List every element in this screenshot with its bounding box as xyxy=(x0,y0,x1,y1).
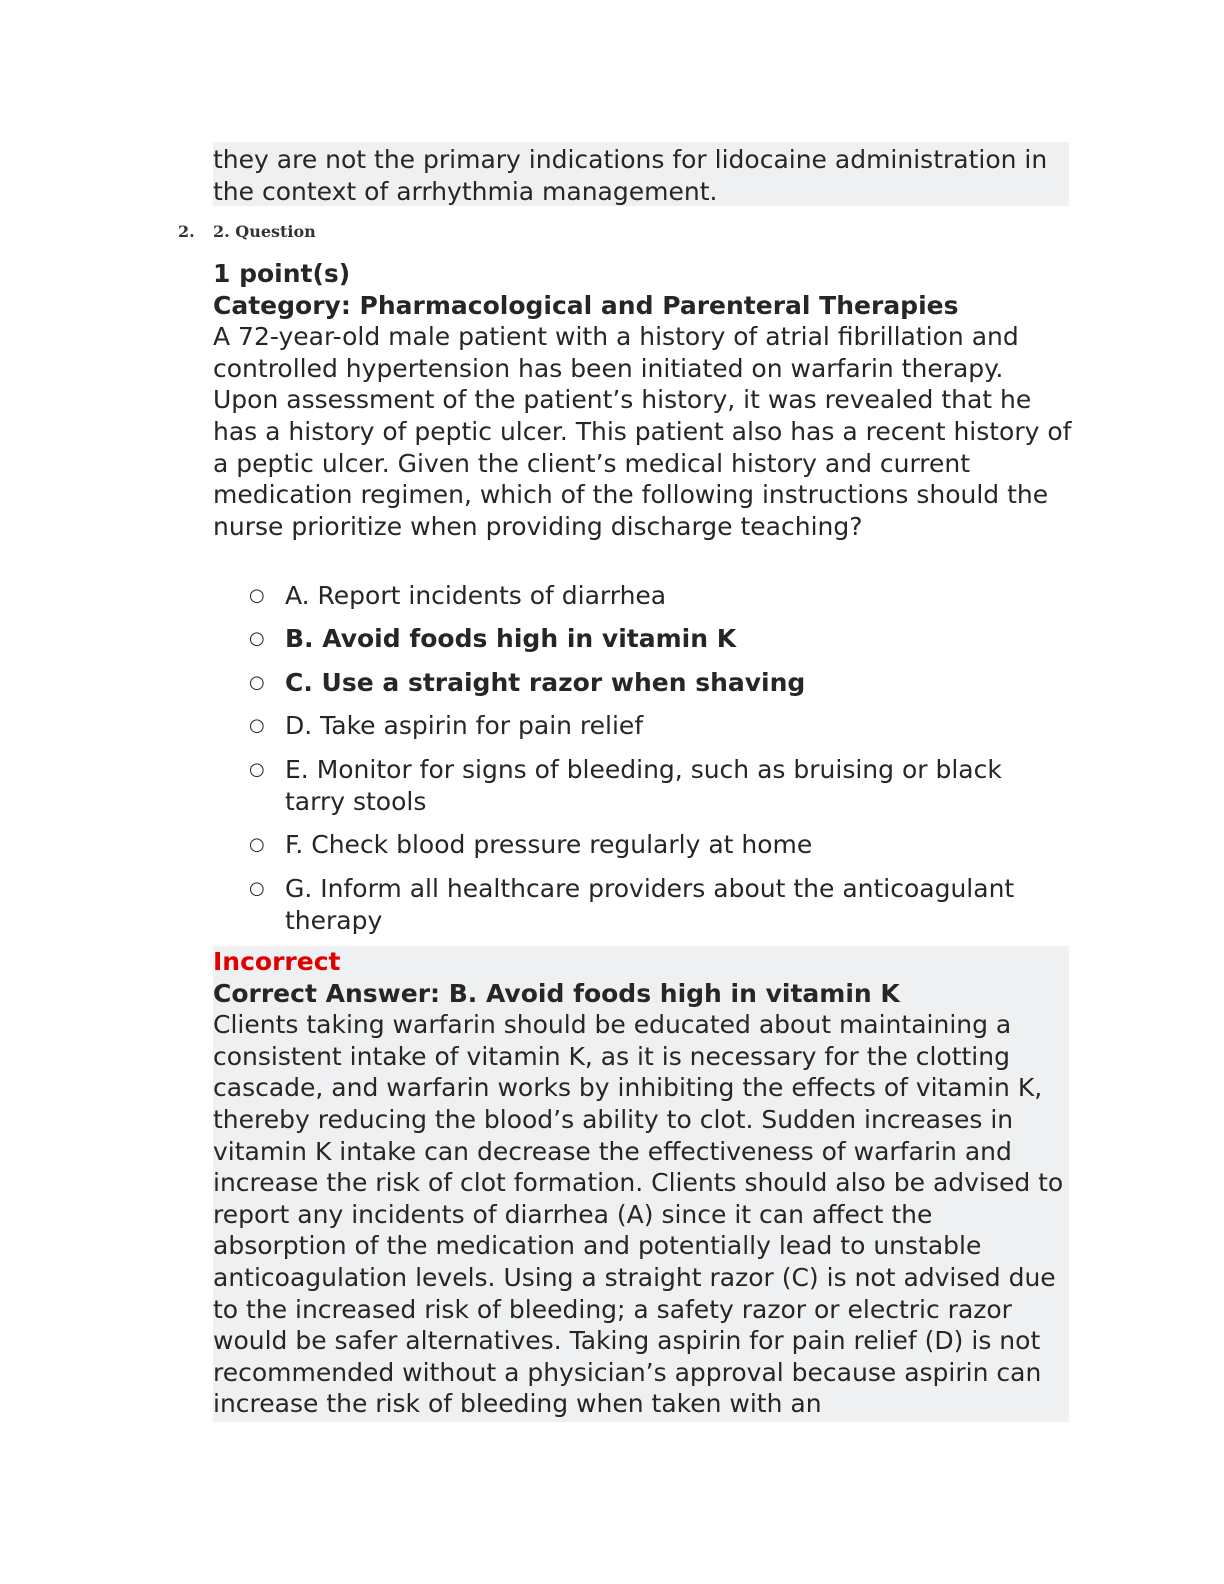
answer-option-text: C. Use a straight razor when shaving xyxy=(285,668,806,697)
previous-explanation-tail xyxy=(213,142,1069,206)
answer-option-text: E. Monitor for signs of bleeding, such as bruising or black tarry stools xyxy=(285,755,1002,816)
answer-option[interactable] xyxy=(249,829,1065,861)
answer-option-text: G. Inform all healthcare providers about the anticoagulant therapy xyxy=(285,874,1015,935)
answer-option[interactable] xyxy=(249,667,1065,699)
question-points: 1 point(s) xyxy=(213,259,351,288)
answer-option-text: B. Avoid foods high in vitamin K xyxy=(285,624,737,653)
question-category: Category: Pharmacological and Parenteral Therapies xyxy=(213,290,959,320)
answer-option[interactable] xyxy=(249,580,1065,612)
answer-option-text: F. Check blood pressure regularly at home xyxy=(285,830,813,859)
correct-answer: Correct Answer: B. Avoid foods high in vitamin K xyxy=(213,978,900,1008)
answer-feedback xyxy=(213,946,1069,1422)
radio-bullet-icon[interactable]: ○ xyxy=(249,878,265,899)
question-label: 2. Question xyxy=(213,222,316,241)
radio-bullet-icon[interactable]: ○ xyxy=(249,585,265,606)
radio-bullet-icon[interactable]: ○ xyxy=(249,672,265,693)
radio-bullet-icon[interactable]: ○ xyxy=(249,628,265,649)
answer-option[interactable] xyxy=(249,623,1065,655)
radio-bullet-icon[interactable]: ○ xyxy=(249,834,265,855)
answer-option[interactable] xyxy=(249,710,1065,742)
result-label: Incorrect xyxy=(213,947,341,976)
question-list-number: 2. xyxy=(178,222,195,241)
previous-explanation-text: they are not the primary indications for lidocaine administration in the context of arrhythmia management. xyxy=(213,145,1048,206)
radio-bullet-icon[interactable]: ○ xyxy=(249,715,265,736)
explanation-text: Clients taking warfarin should be educated about maintaining a consistent intake of vitamin K, as it is necessary for the clotting cascade, and warfarin works by inhibiting the effects of vitamin K, thereby reducing the blood’s ability to clot. Sudden increases in vitamin K intake can decrease the effectiveness of warfarin and increase the risk of clot formation. Clients should also be advised to report any incidents of diarrhea (A) since it can affect the absorption of the medication and potentially lead to unstable anticoagulation levels. Using a straight razor (C) is not advised due to the increased risk of bleeding; a safety razor or electric razor would be safer alternatives. Taking aspirin for pain relief (D) is not recommended without a physician’s approval because aspirin can increase the risk of bleeding when taken with an xyxy=(213,1010,1064,1419)
question-body xyxy=(213,258,1073,542)
answer-option-text: A. Report incidents of diarrhea xyxy=(285,581,667,610)
question-stem: A 72-year-old male patient with a history of atrial fibrillation and controlled hypertension has been initiated on warfarin therapy. Upon assessment of the patient’s history, it was revealed that he has a history of peptic ulcer. This patient also has a recent history of a peptic ulcer. Given the client’s medical history and current medication regimen, which of the following instructions should the nurse prioritize when providing discharge teaching? xyxy=(213,322,1072,541)
answer-option-text: D. Take aspirin for pain relief xyxy=(285,711,644,740)
radio-bullet-icon[interactable]: ○ xyxy=(249,759,265,780)
answer-option[interactable] xyxy=(249,754,1065,817)
answer-option[interactable] xyxy=(249,873,1065,936)
